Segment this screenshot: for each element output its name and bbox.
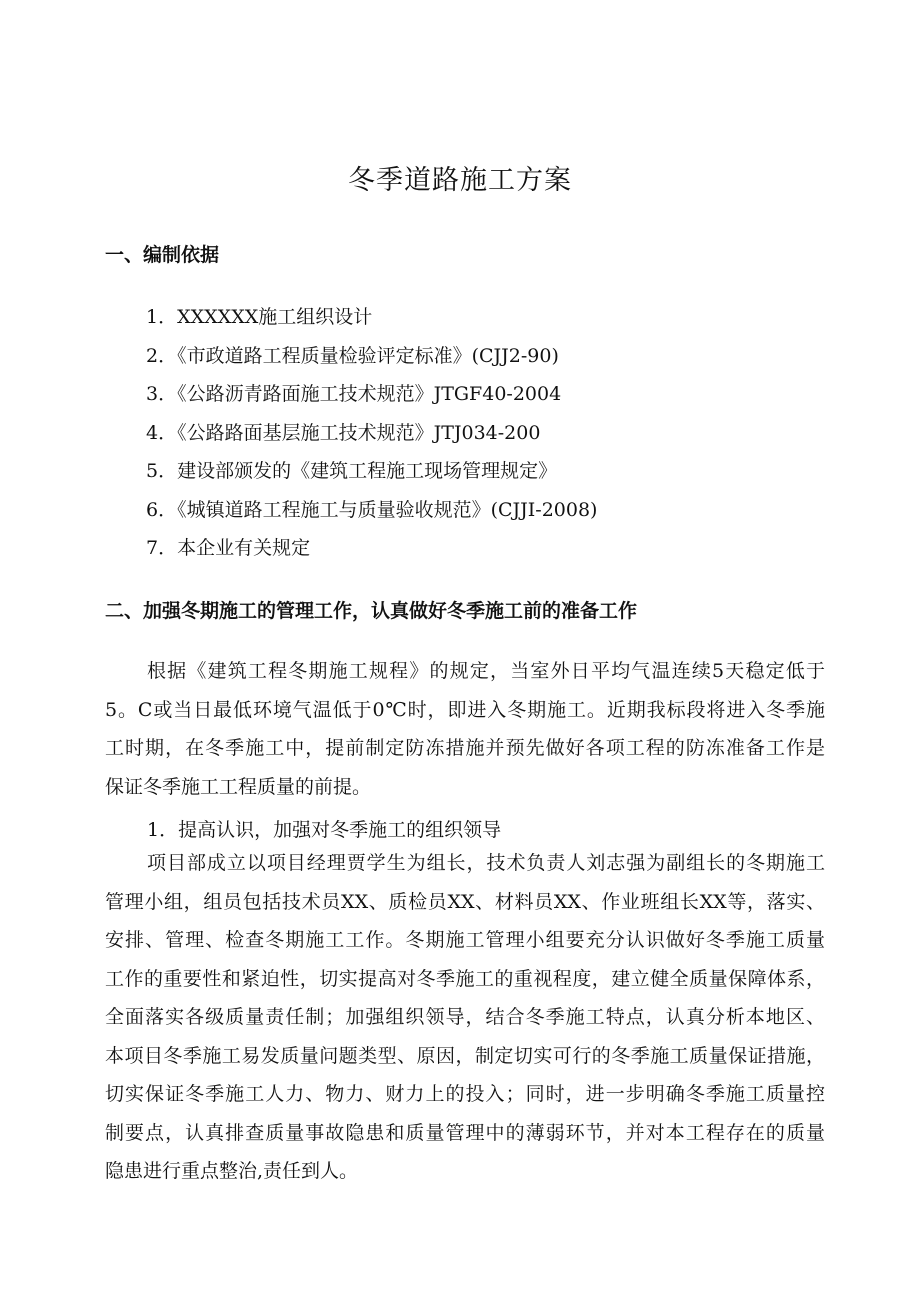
paragraph-line: 工时期，在冬季施工中，提前制定防冻措施并预先做好各项工程的防冻准备工作是 <box>105 737 825 759</box>
document-title: 冬季道路施工方案 <box>348 165 572 196</box>
list-item: 7．本企业有关规定 <box>146 537 311 559</box>
paragraph-line: 5。C或当日最低环境气温低于0℃时，即进入冬期施工。近期我标段将进入冬季施 <box>105 698 825 721</box>
paragraph-line: 保证冬季施工工程质量的前提。 <box>105 775 372 798</box>
paragraph-winter-definition <box>105 652 825 806</box>
list-item: 1．XXXXXX施工组织设计 <box>146 306 373 328</box>
paragraph-line: 本项目冬季施工易发质量问题类型、原因，制定切实可行的冬季施工质量保证措施， <box>105 1044 825 1067</box>
paragraph-line: 工作的重要性和紧迫性，切实提高对冬季施工的重视程度，建立健全质量保障体系， <box>105 967 825 990</box>
list-item: 2．《市政道路工程质量检验评定标准》(CJJ2-90) <box>146 344 559 367</box>
paragraph-line: 全面落实各级质量责任制；加强组织领导，结合冬季施工特点，认真分析本地区、 <box>105 1006 825 1028</box>
paragraph-line: 制要点，认真排查质量事故隐患和质量管理中的薄弱环节，并对本工程存在的质量 <box>105 1121 825 1144</box>
section-heading-management: 二、加强冬期施工的管理工作，认真做好冬季施工前的准备工作 <box>105 600 638 622</box>
paragraph-line: 根据《建筑工程冬期施工规程》的规定，当室外日平均气温连续5天稳定低于 <box>147 660 825 682</box>
list-item: 5．建设部颁发的《建筑工程施工现场管理规定》 <box>146 460 558 482</box>
paragraph-line: 安排、管理、检查冬期施工工作。冬期施工管理小组要充分认识做好冬季施工质量 <box>105 929 825 951</box>
subheading-organization: 1．提高认识，加强对冬季施工的组织领导 <box>147 819 502 841</box>
section-heading-basis: 一、编制依据 <box>105 244 220 266</box>
paragraph-line: 项目部成立以项目经理贾学生为组长，技术负责人刘志强为副组长的冬期施工 <box>147 852 825 874</box>
paragraph-line: 隐患进行重点整治,责任到人。 <box>105 1160 359 1182</box>
list-item: 6．《城镇道路工程施工与质量验收规范》(CJJI-2008) <box>146 498 598 521</box>
paragraph-line: 切实保证冬季施工人力、物力、财力上的投入；同时，进一步明确冬季施工质量控 <box>105 1083 825 1105</box>
paragraph-organization <box>105 844 825 1191</box>
list-item: 3．《公路沥青路面施工技术规范》JTGF40-2004 <box>146 383 562 405</box>
list-item: 4．《公路路面基层施工技术规范》JTJ034-200 <box>146 421 541 444</box>
basis-list <box>146 303 597 573</box>
paragraph-line: 管理小组，组员包括技术员XX、质检员XX、材料员XX、作业班组长XX等，落实、 <box>105 890 825 913</box>
